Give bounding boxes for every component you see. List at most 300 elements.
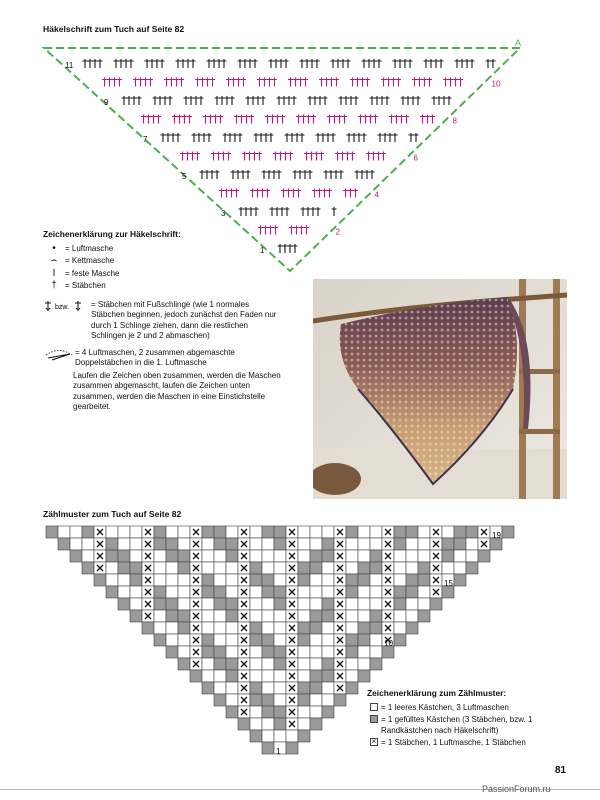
stitch-symbol: [308, 170, 313, 179]
stitch-symbol: [215, 170, 220, 179]
x-box-icon: ×: [371, 737, 377, 747]
count-cell: [106, 574, 118, 586]
stitch-symbol: [192, 133, 197, 142]
legend-item: [367, 715, 542, 736]
count-cell: [106, 526, 118, 538]
stitch-symbol: [465, 59, 470, 68]
stitch-symbol: [348, 189, 353, 198]
count-cell: [370, 598, 382, 610]
stitch-symbol: [288, 244, 293, 253]
count-cell: [310, 622, 322, 634]
legend-item-text: = 1 Stäbchen, 1 Luftmasche, 1 Stäbchen: [381, 738, 526, 747]
count-cell: [262, 586, 274, 598]
stitch-symbol: [294, 226, 299, 235]
count-cell: [370, 562, 382, 574]
row-number: 3: [221, 209, 226, 218]
stitch-symbol: [218, 115, 223, 124]
legend-item-text: = feste Masche: [65, 268, 120, 278]
crochet-chart-row-numbers: [65, 61, 501, 255]
stitch-symbol: [347, 133, 352, 142]
stitch-symbol: [228, 133, 233, 142]
stitch-symbol: [267, 170, 272, 179]
stitch-symbol: [380, 96, 385, 105]
stitch-symbol: [254, 207, 259, 216]
stitch-symbol: [366, 152, 371, 161]
stitch-symbol: [315, 59, 320, 68]
stitch-symbol: [371, 152, 376, 161]
stitch-symbol: [153, 96, 158, 105]
stitch-symbol: [176, 59, 181, 68]
count-cell: [394, 538, 406, 550]
count-cell: [430, 598, 442, 610]
count-cell: [226, 670, 238, 682]
count-cell: [274, 598, 286, 610]
count-cell: [370, 550, 382, 562]
stitch-symbol: [430, 115, 435, 124]
count-cell: [406, 562, 418, 574]
count-cell: [250, 682, 262, 694]
count-cell: [226, 682, 238, 694]
stitch-symbol: [210, 170, 215, 179]
stitch-symbol: [429, 59, 434, 68]
stitch-symbol: [360, 78, 365, 87]
stitch-symbol: [260, 189, 265, 198]
count-cell: [214, 598, 226, 610]
stitch-symbol: [143, 78, 148, 87]
count-cell: [154, 610, 166, 622]
stitch-symbol: [180, 152, 185, 161]
count-cell: [130, 550, 142, 562]
count-cell: [130, 586, 142, 598]
stitch-symbol: [296, 189, 301, 198]
stitch-symbol: [207, 133, 212, 142]
stitch-symbol: [132, 96, 137, 105]
shawl-photo: [313, 279, 567, 499]
count-cell: [118, 574, 130, 586]
legend-item: [43, 281, 283, 292]
stitch-symbol: [381, 152, 386, 161]
count-cell: [82, 550, 94, 562]
count-cell: [454, 562, 466, 574]
count-cell: [370, 526, 382, 538]
dagger-icon: †: [51, 280, 57, 291]
stitch-symbol: [98, 59, 103, 68]
count-cell: [178, 658, 190, 670]
count-cell: [274, 574, 286, 586]
stitch-symbol: [314, 152, 319, 161]
stitch-symbol: [299, 226, 304, 235]
count-cell: [298, 586, 310, 598]
stitch-symbol: [341, 59, 346, 68]
count-cell: [262, 622, 274, 634]
count-cell: [226, 526, 238, 538]
stitch-symbol: [200, 78, 205, 87]
stitch-symbol: [310, 59, 315, 68]
count-cell: [262, 718, 274, 730]
count-cell: [250, 562, 262, 574]
stitch-symbol: [148, 78, 153, 87]
stitch-symbol: [300, 59, 305, 68]
stitch-symbol: [250, 189, 255, 198]
stitch-symbol: [409, 133, 414, 142]
stitch-symbol: [166, 133, 171, 142]
count-cell: [250, 670, 262, 682]
count-cell: [70, 526, 82, 538]
stitch-symbol: [249, 115, 254, 124]
stitch-symbol: [168, 96, 173, 105]
stitch-symbol: [375, 96, 380, 105]
count-cell: [166, 574, 178, 586]
count-cell: [454, 574, 466, 586]
page-number: 81: [555, 765, 567, 776]
count-cell: [106, 538, 118, 550]
count-cell: [346, 670, 358, 682]
stitch-symbol: [321, 133, 326, 142]
count-cell: [346, 610, 358, 622]
stitch-symbol: [187, 115, 192, 124]
count-cell: [250, 598, 262, 610]
count-chart-title: Zählmuster zum Tuch auf Seite 82: [43, 509, 182, 519]
stitch-symbol: [309, 152, 314, 161]
stitch-symbol: [155, 59, 160, 68]
count-cell: [202, 634, 214, 646]
stitch-symbol: [317, 189, 322, 198]
stitch-symbol: [391, 78, 396, 87]
count-cell: [238, 718, 250, 730]
count-cell: [298, 718, 310, 730]
stitch-symbol: [288, 152, 293, 161]
count-cell: [394, 550, 406, 562]
stitch-symbol: [239, 115, 244, 124]
stitch-symbol: [253, 59, 258, 68]
stitch-symbol: [291, 189, 296, 198]
count-cell: [346, 550, 358, 562]
stitch-symbol: [124, 59, 129, 68]
stitch-symbol: [323, 96, 328, 105]
count-cell: [274, 622, 286, 634]
stitch-symbol: [406, 96, 411, 105]
stitch-symbol: [265, 189, 270, 198]
count-cell: [310, 526, 322, 538]
count-cell: [274, 718, 286, 730]
count-cell: [202, 586, 214, 598]
stitch-symbol: [365, 78, 370, 87]
stitch-symbol: [290, 133, 295, 142]
count-cell: [82, 538, 94, 550]
count-cell: [406, 622, 418, 634]
count-cell: [166, 622, 178, 634]
count-cell: [202, 526, 214, 538]
count-cell: [310, 550, 322, 562]
legend-item-text: = 4 Luftmaschen, 2 zusammen abgemaschte Doppelstäbchen in die 1. Luftmasche: [75, 347, 235, 367]
count-cell: [406, 574, 418, 586]
stitch-symbol: [336, 59, 341, 68]
stitch-symbol: [453, 78, 458, 87]
stitch-symbol: [226, 152, 231, 161]
stitch-symbol: [223, 133, 228, 142]
count-cell: [358, 658, 370, 670]
stitch-symbol: [272, 170, 277, 179]
count-cell: [394, 610, 406, 622]
count-cell: [346, 682, 358, 694]
stitch-symbol: [197, 133, 202, 142]
stitch-symbol: [293, 170, 298, 179]
count-cell: [334, 694, 346, 706]
stitch-symbol: [432, 96, 437, 105]
count-cell: [322, 610, 334, 622]
count-cell: [322, 622, 334, 634]
stitch-symbol: [114, 59, 119, 68]
stitch-symbol: [331, 133, 336, 142]
stitch-symbol: [267, 78, 272, 87]
count-cell: [58, 538, 70, 550]
count-cell: [346, 562, 358, 574]
stitch-symbol: [388, 133, 393, 142]
stitch-symbol: [399, 115, 404, 124]
stitch-symbol: [383, 133, 388, 142]
count-cell: [262, 610, 274, 622]
stitch-symbol: [447, 96, 452, 105]
count-cell: [154, 622, 166, 634]
count-cell: [250, 586, 262, 598]
count-cell: [262, 634, 274, 646]
stitch-symbol: [122, 96, 127, 105]
count-cell: [322, 658, 334, 670]
count-cell: [418, 550, 430, 562]
stitch-symbol: [244, 207, 249, 216]
stitch-symbol: [233, 133, 238, 142]
stitch-symbol: [203, 115, 208, 124]
stitch-symbol: [298, 78, 303, 87]
stitch-symbol: [337, 115, 342, 124]
stitch-symbol: [326, 133, 331, 142]
count-cell: [310, 562, 322, 574]
stitch-symbol: [238, 133, 243, 142]
legend-item-text: = 1 gefülltes Kästchen (3 Stäbchen, bzw. 1 Randkästchen nach Häkelschrift): [381, 715, 533, 735]
count-cell: [454, 538, 466, 550]
legend-item: [43, 256, 283, 267]
count-cell: [274, 586, 286, 598]
count-cell: [250, 574, 262, 586]
stitch-symbol: [251, 96, 256, 105]
stitch-symbol: [215, 96, 220, 105]
stitch-symbol: [293, 78, 298, 87]
stitch-symbol: [331, 59, 336, 68]
stitch-symbol: [174, 78, 179, 87]
count-cell: [322, 646, 334, 658]
count-cell: [250, 610, 262, 622]
count-cell: [274, 550, 286, 562]
stitch-symbol: [293, 244, 298, 253]
dagger-loop-icon: [43, 300, 91, 315]
count-cell: [250, 658, 262, 670]
stitch-symbol: [261, 96, 266, 105]
stitch-symbol: [287, 96, 292, 105]
count-cell: [274, 526, 286, 538]
row-number: 7: [143, 135, 148, 144]
count-cell: [346, 526, 358, 538]
stitch-symbol: [274, 59, 279, 68]
count-cell: [250, 538, 262, 550]
stitch-symbol: [301, 115, 306, 124]
stitch-symbol: [324, 170, 329, 179]
count-cell: [154, 526, 166, 538]
stitch-symbol: [269, 59, 274, 68]
count-cell: [274, 562, 286, 574]
count-cell: [46, 526, 58, 538]
count-cell: [442, 526, 454, 538]
stitch-symbol: [273, 152, 278, 161]
stitch-symbol: [280, 207, 285, 216]
stitch-symbol: [306, 207, 311, 216]
count-cell: [154, 586, 166, 598]
count-cell: [130, 598, 142, 610]
stitch-symbol: [420, 115, 425, 124]
count-cell: [370, 586, 382, 598]
count-cell: [70, 550, 82, 562]
count-cell: [310, 682, 322, 694]
count-cell: [346, 538, 358, 550]
stitch-symbol: [226, 78, 231, 87]
count-cell: [226, 562, 238, 574]
stitch-symbol: [437, 96, 442, 105]
stitch-symbol: [176, 133, 181, 142]
stitch-symbol: [102, 78, 107, 87]
count-cell: [346, 574, 358, 586]
stitch-symbol: [254, 133, 259, 142]
count-cell: [394, 622, 406, 634]
stitch-symbol: [272, 78, 277, 87]
watermark: PassionForum.ru: [482, 784, 551, 794]
count-cell: [214, 646, 226, 658]
count-cell: [418, 574, 430, 586]
count-cell: [418, 610, 430, 622]
stitch-symbol: [442, 96, 447, 105]
stitch-symbol: [322, 189, 327, 198]
count-cell: [262, 526, 274, 538]
count-cell: [178, 574, 190, 586]
count-cell: [478, 550, 490, 562]
count-cell: [262, 538, 274, 550]
count-cell: [442, 550, 454, 562]
count-cell: [166, 526, 178, 538]
stitch-symbol: [221, 152, 226, 161]
stitch-symbol: [329, 78, 334, 87]
stitch-symbol: [129, 59, 134, 68]
count-cell: [250, 730, 262, 742]
crochet-chart-rows: [83, 59, 496, 253]
count-cell: [118, 562, 130, 574]
count-cell: [442, 538, 454, 550]
stitch-symbol: [389, 115, 394, 124]
stitch-symbol: [342, 115, 347, 124]
count-cell: [166, 550, 178, 562]
stitch-symbol: [216, 152, 221, 161]
crochet-legend: [43, 229, 283, 415]
count-cell: [298, 670, 310, 682]
count-cell: [370, 658, 382, 670]
stitch-symbol: [202, 133, 207, 142]
count-cell: [370, 622, 382, 634]
stitch-symbol: [171, 133, 176, 142]
stitch-symbol: [194, 96, 199, 105]
stitch-symbol: [229, 189, 234, 198]
dot-icon: •: [52, 242, 56, 254]
count-cell: [118, 550, 130, 562]
count-cell: [274, 670, 286, 682]
count-cell: [118, 586, 130, 598]
stitch-symbol: [279, 59, 284, 68]
count-cell: [130, 610, 142, 622]
count-cell: [250, 550, 262, 562]
stitch-symbol: [285, 133, 290, 142]
stitch-symbol: [422, 78, 427, 87]
stitch-symbol: [385, 96, 390, 105]
count-cell: [346, 646, 358, 658]
stitch-symbol: [376, 152, 381, 161]
count-cell: [358, 610, 370, 622]
count-cell: [310, 586, 322, 598]
stitch-symbol: [242, 152, 247, 161]
stitch-symbol: [185, 152, 190, 161]
stitch-symbol: [219, 189, 224, 198]
stitch-symbol: [225, 96, 230, 105]
stitch-symbol: [417, 78, 422, 87]
count-cell: [106, 586, 118, 598]
stitch-symbol: [312, 189, 317, 198]
count-row-label-10: 10: [384, 639, 393, 648]
stitch-symbol: [255, 189, 260, 198]
count-cell: [226, 586, 238, 598]
count-cell: [166, 562, 178, 574]
count-cell: [346, 598, 358, 610]
count-cell: [370, 646, 382, 658]
stitch-symbol: [401, 96, 406, 105]
stitch-symbol: [160, 59, 165, 68]
stitch-symbol: [283, 152, 288, 161]
count-cell: [286, 742, 298, 754]
count-cell: [274, 706, 286, 718]
stitch-symbol: [248, 59, 253, 68]
count-cell: [322, 598, 334, 610]
count-cell: [298, 730, 310, 742]
count-cell: [310, 574, 322, 586]
stitch-symbol: [416, 96, 421, 105]
stitch-symbol: [283, 244, 288, 253]
count-cell: [298, 574, 310, 586]
count-cell: [406, 610, 418, 622]
count-cell: [178, 538, 190, 550]
count-cell: [298, 610, 310, 622]
stitch-symbol: [199, 96, 204, 105]
count-cell: [214, 658, 226, 670]
count-cell: [310, 538, 322, 550]
stitch-symbol: [286, 189, 291, 198]
stitch-symbol: [241, 78, 246, 87]
stitch-symbol: [285, 207, 290, 216]
count-cell: [214, 682, 226, 694]
stitch-symbol: [247, 152, 252, 161]
count-cell: [406, 550, 418, 562]
stitch-symbol: [455, 59, 460, 68]
count-cell: [274, 634, 286, 646]
stitch-symbol: [259, 133, 264, 142]
count-cell: [166, 610, 178, 622]
count-cell: [262, 682, 274, 694]
count-cell: [358, 562, 370, 574]
legend-item: [43, 300, 283, 342]
stitch-symbol: [377, 59, 382, 68]
